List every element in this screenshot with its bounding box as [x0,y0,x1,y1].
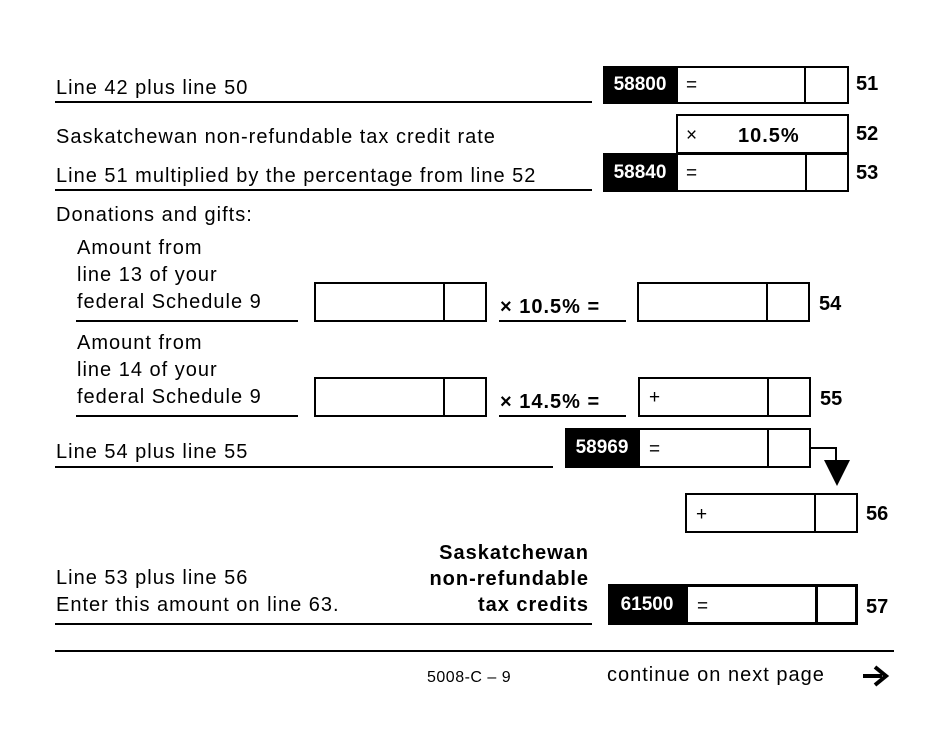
line-52-rate-box [676,114,849,154]
line-52-number: 52 [856,123,879,145]
line-51-op: = [686,75,698,96]
line-53-code: 58840 [603,153,677,192]
down-arrow-icon [808,440,858,490]
line-55-op: + [649,387,661,408]
line-55-amount-input[interactable] [314,377,487,417]
line-57-rule [55,623,592,625]
line-51-label: Line 42 plus line 50 [56,77,249,99]
line-56-op: + [696,504,708,525]
line-57-label-2: Enter this amount on line 63. [56,594,340,616]
line-54-amount-input[interactable] [314,282,487,322]
continue-text: continue on next page [607,664,825,686]
line-51-number: 51 [856,73,879,95]
line-54-number: 54 [819,293,842,315]
cents-divider [767,430,769,466]
cents-divider [443,379,445,415]
cents-divider [805,155,807,190]
line-53-field[interactable] [676,153,849,192]
line-57-op: = [697,596,709,617]
cents-divider [815,587,818,622]
line-55-field[interactable] [638,377,811,417]
line-54-label-2: line 13 of your [77,264,218,286]
line-57-number: 57 [866,596,889,618]
line-53-op: = [686,163,698,184]
line-54-label-1: Amount from [77,237,203,259]
line-54-label-rule [76,320,298,322]
cents-divider [766,284,768,320]
line-54-label-3: federal Schedule 9 [77,291,262,313]
cents-divider [443,284,445,320]
line-57-title-1: Saskatchewan [439,542,589,564]
line-55-label-rule [76,415,298,417]
line-55-rate: × 14.5% = [500,391,601,413]
line-51-field[interactable] [676,66,849,104]
line-54-55-code: 58969 [565,428,639,468]
line-55-label-1: Amount from [77,332,203,354]
line-53-label: Line 51 multiplied by the percentage from line 52 [56,165,537,187]
line-54-rate-rule [499,320,626,322]
donations-heading: Donations and gifts: [56,204,253,226]
line-54-55-field[interactable] [638,428,811,468]
line-57-title-3: tax credits [477,594,589,616]
line-55-label-3: federal Schedule 9 [77,386,262,408]
right-arrow-icon [862,664,892,688]
line-54-55-rule [55,466,553,468]
line-54-rate: × 10.5% = [500,296,601,318]
line-54-55-op: = [649,439,661,460]
line-55-rate-rule [499,415,626,417]
line-56-number: 56 [866,503,889,525]
line-54-field[interactable] [637,282,810,322]
line-54-55-label: Line 54 plus line 55 [56,441,249,463]
line-53-number: 53 [856,162,879,184]
line-57-title-2: non-refundable [429,568,589,590]
line-57-field[interactable] [685,584,858,625]
line-52-label: Saskatchewan non-refundable tax credit rate [56,126,496,148]
form-id: 5008-C – 9 [427,669,512,686]
line-52-op: × [686,125,698,146]
line-51-rule [55,101,592,103]
line-57-code: 61500 [608,584,686,625]
line-57-label-1: Line 53 plus line 56 [56,567,249,589]
line-55-label-2: line 14 of your [77,359,218,381]
line-51-code: 58800 [603,66,677,104]
line-52-rate: 10.5% [738,125,800,147]
line-53-rule [55,189,592,191]
cents-divider [804,68,806,102]
cents-divider [767,379,769,415]
line-55-number: 55 [820,388,843,410]
cents-divider [814,495,816,531]
line-56-field[interactable] [685,493,858,533]
footer-rule [55,650,894,652]
